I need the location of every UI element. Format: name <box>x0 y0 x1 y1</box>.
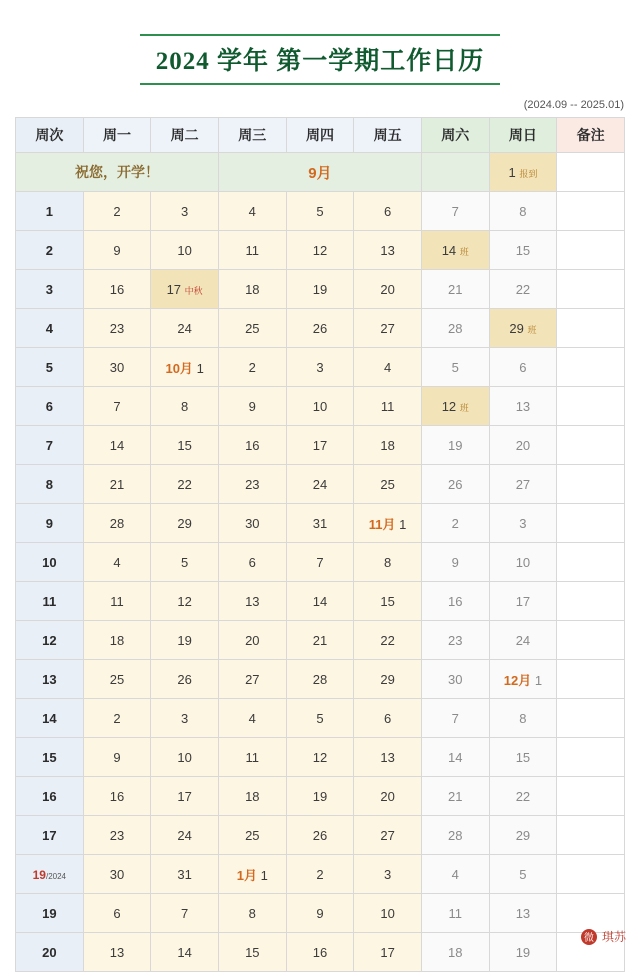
page-title: 2024 学年 第一学期工作日历 <box>140 34 501 85</box>
day-cell: 8 <box>151 387 219 426</box>
table-row <box>16 660 625 699</box>
table-row <box>16 699 625 738</box>
day-cell: 16 <box>218 426 286 465</box>
table-row <box>16 426 625 465</box>
day-cell: 23 <box>83 309 151 348</box>
day-cell: 28 <box>286 660 354 699</box>
day-cell: 19 <box>151 621 219 660</box>
week-number-cell: 19 <box>16 894 84 933</box>
week-number-cell: 4 <box>16 309 84 348</box>
day-cell: 9 <box>286 894 354 933</box>
watermark-icon: 微 <box>581 929 597 945</box>
day-cell: 3 <box>286 348 354 387</box>
day-cell: 10 <box>286 387 354 426</box>
day-cell: 5 <box>286 699 354 738</box>
table-row <box>16 543 625 582</box>
banner-row <box>16 153 625 192</box>
day-cell: 11 <box>354 387 422 426</box>
remark-cell[interactable] <box>557 465 625 504</box>
day-cell: 15 <box>354 582 422 621</box>
day-cell: 30 <box>83 855 151 894</box>
day-cell: 4 <box>218 699 286 738</box>
day-cell: 7 <box>421 699 489 738</box>
table-row <box>16 738 625 777</box>
day-cell: 11 <box>218 738 286 777</box>
day-cell: 4 <box>354 348 422 387</box>
day-tag: 班 <box>459 246 469 257</box>
header-mon: 周一 <box>83 118 151 153</box>
day-cell: 26 <box>421 465 489 504</box>
day-cell: 23 <box>421 621 489 660</box>
day-cell: 12 <box>286 738 354 777</box>
week-number-cell: 15 <box>16 738 84 777</box>
week-number-cell: 10 <box>16 543 84 582</box>
week-number-cell: 16 <box>16 777 84 816</box>
day-cell: 24 <box>151 816 219 855</box>
table-body <box>16 153 625 972</box>
day-cell: 3 <box>354 855 422 894</box>
day-cell: 10月 1 <box>151 348 219 387</box>
table-row <box>16 270 625 309</box>
day-cell: 21 <box>421 270 489 309</box>
day-cell: 5 <box>286 192 354 231</box>
table-row <box>16 894 625 933</box>
table-row <box>16 387 625 426</box>
day-cell: 24 <box>489 621 557 660</box>
table-row <box>16 465 625 504</box>
day-cell: 18 <box>354 426 422 465</box>
day-cell: 19 <box>286 777 354 816</box>
day-cell: 1月 1 <box>218 855 286 894</box>
day-cell: 7 <box>421 192 489 231</box>
day-cell: 7 <box>83 387 151 426</box>
day-cell: 29 <box>354 660 422 699</box>
day-cell: 27 <box>354 309 422 348</box>
day-cell: 17 <box>489 582 557 621</box>
day-cell: 14 <box>83 426 151 465</box>
day-cell: 6 <box>354 699 422 738</box>
day-cell: 8 <box>489 192 557 231</box>
week-number-cell: 6 <box>16 387 84 426</box>
table-row <box>16 816 625 855</box>
day-cell: 2 <box>83 699 151 738</box>
banner-left-text: 祝您，开学！ <box>16 153 219 192</box>
day-cell: 28 <box>421 816 489 855</box>
header-weekno: 周次 <box>16 118 84 153</box>
day-cell: 2 <box>218 348 286 387</box>
day-cell: 11 <box>83 582 151 621</box>
day-cell: 4 <box>218 192 286 231</box>
day-tag: 班 <box>459 402 469 413</box>
day-cell: 25 <box>218 816 286 855</box>
day-cell: 18 <box>218 270 286 309</box>
day-cell: 10 <box>151 738 219 777</box>
day-cell: 12 班 <box>421 387 489 426</box>
banner-remark-cell <box>557 153 625 192</box>
week-number-cell: 7 <box>16 426 84 465</box>
day-cell: 20 <box>489 426 557 465</box>
week-number-cell: 14 <box>16 699 84 738</box>
day-cell: 17 <box>354 933 422 972</box>
day-cell: 16 <box>83 777 151 816</box>
week-number-cell: 13 <box>16 660 84 699</box>
week-number-cell: 3 <box>16 270 84 309</box>
remark-cell[interactable] <box>557 582 625 621</box>
day-cell: 26 <box>151 660 219 699</box>
header-sat: 周六 <box>421 118 489 153</box>
day-cell: 23 <box>83 816 151 855</box>
day-cell: 6 <box>489 348 557 387</box>
day-cell: 29 <box>489 816 557 855</box>
day-cell: 10 <box>354 894 422 933</box>
day-cell: 4 <box>83 543 151 582</box>
day-cell: 14 <box>286 582 354 621</box>
day-cell: 19 <box>489 933 557 972</box>
table-row <box>16 777 625 816</box>
day-cell: 26 <box>286 816 354 855</box>
day-cell: 30 <box>421 660 489 699</box>
day-cell: 13 <box>83 933 151 972</box>
day-cell: 25 <box>218 309 286 348</box>
day-cell: 5 <box>151 543 219 582</box>
day-cell: 21 <box>286 621 354 660</box>
week-number-cell: 20 <box>16 933 84 972</box>
day-cell: 18 <box>421 933 489 972</box>
header-fri: 周五 <box>354 118 422 153</box>
remark-cell[interactable] <box>557 426 625 465</box>
day-cell: 16 <box>83 270 151 309</box>
day-cell: 2 <box>286 855 354 894</box>
day-cell: 31 <box>151 855 219 894</box>
header-thu: 周四 <box>286 118 354 153</box>
day-cell: 28 <box>83 504 151 543</box>
day-cell: 29 <box>151 504 219 543</box>
day-cell: 29 班 <box>489 309 557 348</box>
week-number-cell: 19/2024 <box>16 855 84 894</box>
day-cell: 20 <box>218 621 286 660</box>
day-cell: 11 <box>218 231 286 270</box>
day-cell: 22 <box>354 621 422 660</box>
table-row <box>16 855 625 894</box>
watermark-text: 琪苏 <box>601 930 626 944</box>
day-cell: 17 中秋 <box>151 270 219 309</box>
remark-cell[interactable] <box>557 738 625 777</box>
day-cell: 2 <box>421 504 489 543</box>
day-cell: 27 <box>218 660 286 699</box>
remark-cell[interactable] <box>557 270 625 309</box>
remark-cell[interactable] <box>557 348 625 387</box>
day-cell: 13 <box>489 387 557 426</box>
remark-cell[interactable] <box>557 504 625 543</box>
banner-sunday-cell <box>489 153 557 192</box>
work-calendar-table <box>15 117 625 972</box>
day-cell: 9 <box>218 387 286 426</box>
day-cell: 6 <box>218 543 286 582</box>
day-cell: 16 <box>421 582 489 621</box>
day-cell: 31 <box>286 504 354 543</box>
day-cell: 15 <box>218 933 286 972</box>
week-number-cell: 5 <box>16 348 84 387</box>
day-cell: 15 <box>489 231 557 270</box>
day-cell: 11 <box>421 894 489 933</box>
day-cell: 9 <box>83 738 151 777</box>
day-cell: 14 班 <box>421 231 489 270</box>
day-cell: 7 <box>151 894 219 933</box>
day-cell: 25 <box>354 465 422 504</box>
day-cell: 7 <box>286 543 354 582</box>
day-cell: 19 <box>286 270 354 309</box>
table-row <box>16 231 625 270</box>
month-label-sep: 9月 <box>308 164 332 182</box>
remark-cell[interactable] <box>557 699 625 738</box>
day-cell: 10 <box>151 231 219 270</box>
day-cell: 13 <box>354 231 422 270</box>
week-number-cell: 17 <box>16 816 84 855</box>
day-cell: 27 <box>354 816 422 855</box>
table-row <box>16 504 625 543</box>
day-cell: 14 <box>151 933 219 972</box>
table-row <box>16 348 625 387</box>
day-cell: 3 <box>151 699 219 738</box>
day-cell: 21 <box>83 465 151 504</box>
day-cell: 16 <box>286 933 354 972</box>
banner-month-label <box>218 153 421 192</box>
day-cell: 4 <box>421 855 489 894</box>
day-cell: 27 <box>489 465 557 504</box>
remark-cell[interactable] <box>557 309 625 348</box>
day-cell: 20 <box>354 777 422 816</box>
week-number-cell: 9 <box>16 504 84 543</box>
day-cell: 9 <box>83 231 151 270</box>
remark-cell[interactable] <box>557 192 625 231</box>
day-cell: 23 <box>218 465 286 504</box>
day-cell: 6 <box>354 192 422 231</box>
day-cell: 18 <box>83 621 151 660</box>
day-cell: 8 <box>354 543 422 582</box>
day-cell: 12 <box>286 231 354 270</box>
day-cell: 24 <box>286 465 354 504</box>
day-cell: 8 <box>489 699 557 738</box>
day-cell: 3 <box>151 192 219 231</box>
table-header-row <box>16 118 625 153</box>
table-row <box>16 309 625 348</box>
day-cell: 2 <box>83 192 151 231</box>
day-cell: 18 <box>218 777 286 816</box>
remark-cell[interactable] <box>557 231 625 270</box>
day-cell: 30 <box>218 504 286 543</box>
week-number-cell: 2 <box>16 231 84 270</box>
remark-cell[interactable] <box>557 816 625 855</box>
day-cell: 11月 1 <box>354 504 422 543</box>
day-cell: 5 <box>489 855 557 894</box>
table-row <box>16 582 625 621</box>
remark-cell[interactable] <box>557 777 625 816</box>
day-cell: 25 <box>83 660 151 699</box>
week-number-cell: 8 <box>16 465 84 504</box>
week-number-cell: 12 <box>16 621 84 660</box>
remark-cell[interactable] <box>557 387 625 426</box>
day-cell: 12月 1 <box>489 660 557 699</box>
banner-saturday-empty <box>421 153 489 192</box>
banner-sunday-date: 1 <box>508 164 516 180</box>
day-cell: 3 <box>489 504 557 543</box>
remark-cell[interactable] <box>557 621 625 660</box>
banner-sunday-tag: 报到 <box>519 168 538 179</box>
day-cell: 17 <box>286 426 354 465</box>
day-cell: 22 <box>489 270 557 309</box>
day-cell: 19 <box>421 426 489 465</box>
watermark <box>581 928 626 945</box>
header-sun: 周日 <box>489 118 557 153</box>
day-tag: 班 <box>527 324 537 335</box>
remark-cell[interactable] <box>557 660 625 699</box>
table-row <box>16 621 625 660</box>
date-range-label: (2024.09 -- 2025.01) <box>523 99 624 111</box>
day-cell: 13 <box>489 894 557 933</box>
day-cell: 28 <box>421 309 489 348</box>
table-row <box>16 192 625 231</box>
header-tue: 周二 <box>151 118 219 153</box>
day-cell: 21 <box>421 777 489 816</box>
day-tag: 中秋 <box>184 285 203 296</box>
table-row <box>16 933 625 972</box>
remark-cell[interactable] <box>557 855 625 894</box>
remark-cell[interactable] <box>557 894 625 933</box>
week-number-cell: 11 <box>16 582 84 621</box>
day-cell: 24 <box>151 309 219 348</box>
day-cell: 20 <box>354 270 422 309</box>
day-cell: 17 <box>151 777 219 816</box>
day-cell: 30 <box>83 348 151 387</box>
day-cell: 15 <box>151 426 219 465</box>
day-cell: 5 <box>421 348 489 387</box>
week-number-cell: 1 <box>16 192 84 231</box>
day-cell: 6 <box>83 894 151 933</box>
header-wed: 周三 <box>218 118 286 153</box>
day-cell: 15 <box>489 738 557 777</box>
day-cell: 12 <box>151 582 219 621</box>
header-remark: 备注 <box>557 118 625 153</box>
day-cell: 9 <box>421 543 489 582</box>
remark-cell[interactable] <box>557 543 625 582</box>
day-cell: 8 <box>218 894 286 933</box>
day-cell: 13 <box>354 738 422 777</box>
day-cell: 22 <box>151 465 219 504</box>
day-cell: 26 <box>286 309 354 348</box>
day-cell: 10 <box>489 543 557 582</box>
day-cell: 13 <box>218 582 286 621</box>
day-cell: 14 <box>421 738 489 777</box>
day-cell: 22 <box>489 777 557 816</box>
title-container <box>0 0 640 85</box>
